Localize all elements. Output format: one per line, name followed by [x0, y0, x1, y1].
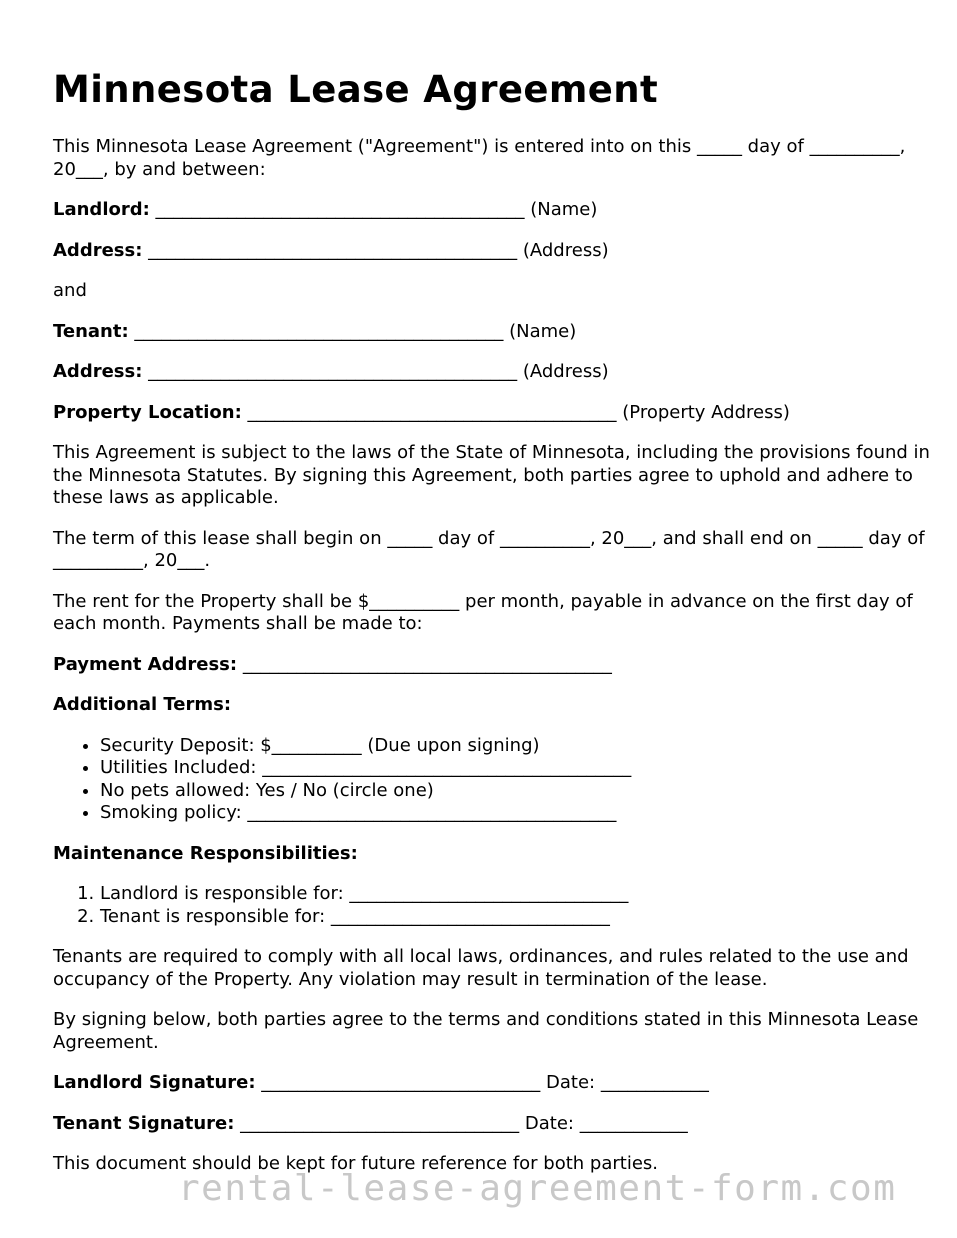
tenant-signature-label: Tenant Signature: — [53, 1112, 235, 1134]
tenant-address-field[interactable]: _________________________________________ (Address) — [142, 361, 609, 382]
property-location-label: Property Location: — [53, 401, 242, 423]
landlord-line — [53, 199, 933, 222]
tenant-label: Tenant: — [53, 320, 129, 342]
landlord-address-label: Address: — [53, 239, 143, 261]
watermark-text: rental-lease-agreement-form.com — [178, 1168, 897, 1209]
footer-note: This document should be kept for future reference for both parties. — [53, 1153, 659, 1174]
maintenance-heading-text: Maintenance Responsibilities: — [53, 842, 358, 864]
intro-paragraph: This Minnesota Lease Agreement ("Agreement") is entered into on this _____ day of __________, 20___, by and between: — [53, 136, 906, 180]
term-paragraph: The term of this lease shall begin on _____ day of __________, 20___, and shall end on _____ day of __________, 20___. — [53, 527, 925, 571]
payment-address-line — [53, 654, 933, 677]
payment-address-label: Payment Address: — [53, 653, 238, 675]
tenant-line — [53, 321, 933, 344]
document-title: Minnesota Lease Agreement — [53, 68, 659, 111]
laws-paragraph: This Agreement is subject to the laws of the State of Minnesota, including the provisions found in the Minnesota Statutes. By signing this Agreement, both parties agree to uphold and adhere to these laws as applicable. — [53, 442, 930, 508]
lease-document — [53, 66, 933, 1194]
list-item: • Security Deposit: $__________ (Due upon signing) — [100, 735, 933, 758]
list-item: • No pets allowed: Yes / No (circle one) — [100, 780, 933, 803]
tenant-address-line — [53, 361, 933, 384]
list-item: 1. Landlord is responsible for: _______________________________ — [100, 883, 933, 906]
and-text: and — [53, 280, 87, 301]
landlord-signature-line — [53, 1072, 933, 1095]
rent-paragraph: The rent for the Property shall be $__________ per month, payable in advance on the first day of each month. Payments shall be made to: — [53, 590, 913, 634]
property-location-line — [53, 402, 933, 425]
landlord-address-line — [53, 240, 933, 263]
list-item: • Smoking policy: _________________________________________ — [100, 802, 933, 825]
landlord-address-field[interactable]: _________________________________________ (Address) — [142, 239, 609, 261]
tenant-signature-field[interactable]: _______________________________ Date: ____________ — [234, 1112, 688, 1134]
landlord-field[interactable]: _________________________________________ (Name) — [149, 199, 598, 220]
tenant-signature-line — [53, 1113, 933, 1136]
landlord-signature-label: Landlord Signature: — [53, 1072, 256, 1093]
landlord-label: Landlord: — [53, 199, 150, 220]
compliance-paragraph: Tenants are required to comply with all local laws, ordinances, and rules related to the use and occupancy of the Property. Any violation may result in termination of the lease. — [53, 946, 909, 990]
signing-paragraph: By signing below, both parties agree to the terms and conditions stated in this Minnesota Lease Agreement. — [53, 1009, 919, 1053]
tenant-field[interactable]: _________________________________________ (Name) — [128, 320, 577, 342]
maintenance-list — [53, 883, 933, 928]
payment-address-field[interactable]: _________________________________________ — [237, 653, 612, 675]
property-location-field[interactable]: _________________________________________ (Property Address) — [241, 401, 790, 423]
list-item: 2. Tenant is responsible for: _______________________________ — [100, 906, 933, 929]
additional-terms-heading — [53, 694, 933, 717]
landlord-signature-field[interactable]: _______________________________ Date: ____________ — [255, 1072, 709, 1093]
maintenance-heading — [53, 843, 933, 866]
tenant-address-label: Address: — [53, 361, 143, 382]
additional-terms-heading-text: Additional Terms: — [53, 694, 232, 715]
list-item: • Utilities Included: _________________________________________ — [100, 757, 933, 780]
additional-terms-list — [53, 735, 933, 825]
